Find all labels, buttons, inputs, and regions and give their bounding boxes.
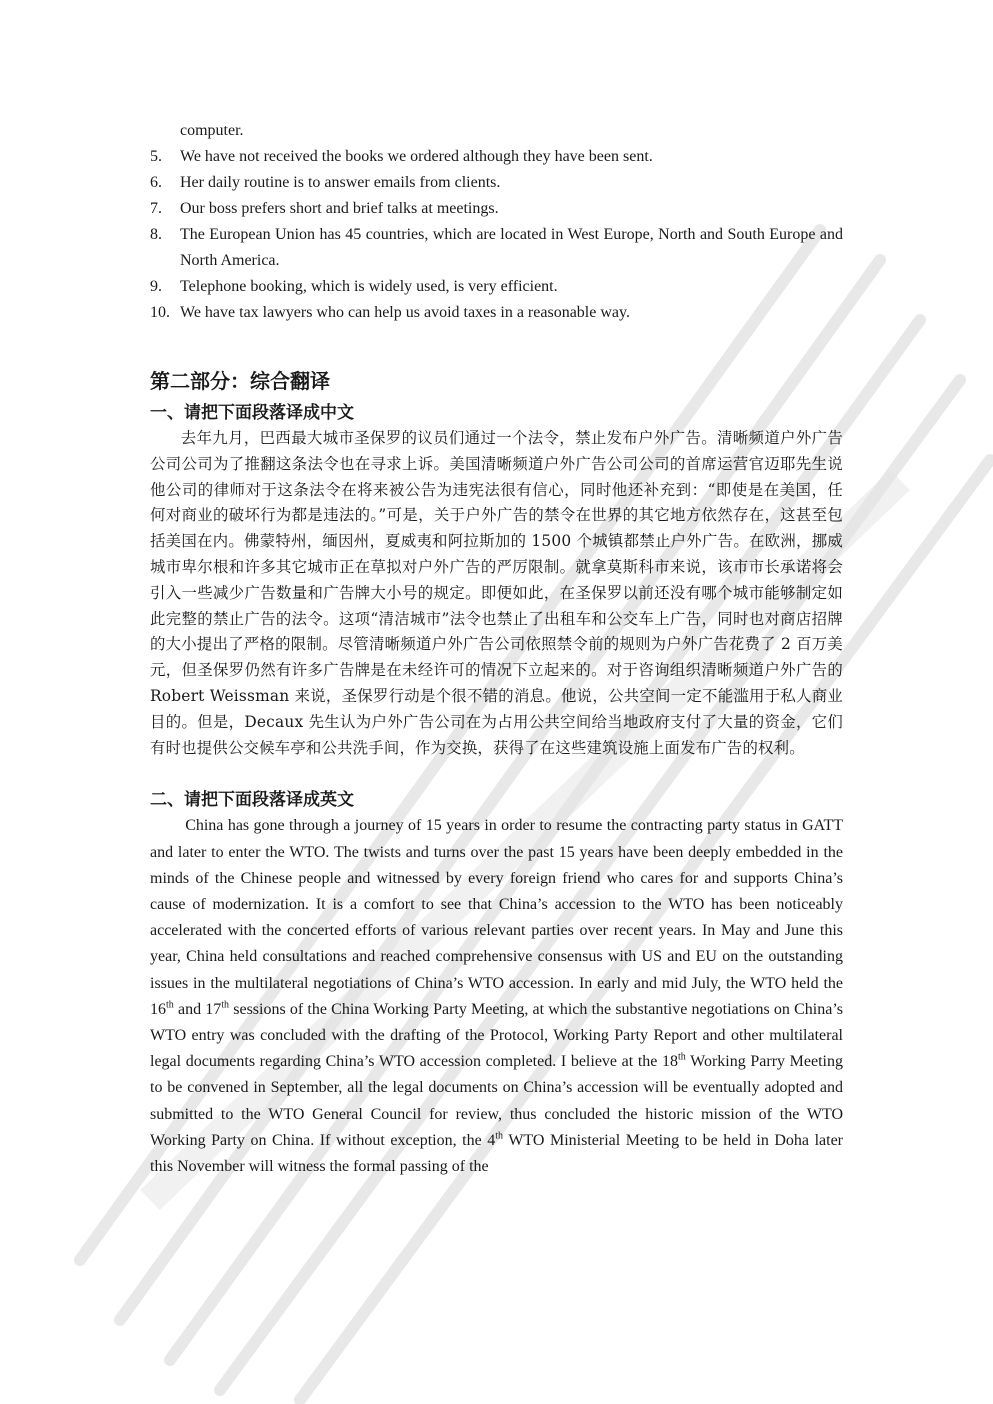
english-text-2: and 17 <box>173 1000 222 1018</box>
list-item <box>150 118 843 144</box>
list-item-text: We have tax lawyers who can help us avoid taxes in a reasonable way. <box>180 304 630 321</box>
section-title-english: 二、请把下面段落译成英文 <box>150 790 354 811</box>
list-item <box>150 222 843 274</box>
chinese-paragraph: 去年九月，巴西最大城市圣保罗的议员们通过一个法令，禁止发布户外广告。清晰频道户外广告公司公司为了推翻这条法令也在寻求上诉。美国清晰频道户外广告公司公司的首席运营官迈耶先生说他公司的律师对于这条法令在将来被公告为违宪法很有信心，同时他还补充到：“即使是在美国，任何对商业的破坏行为都是违法的。”可是，关于户外广告的禁令在世界的其它地方依然存在，这甚至包括美国在内。佛蒙特州，缅因州，夏威夷和阿拉斯加的 1500 个城镇都禁止户外广告。在欧洲，挪威城市卑尔根和许多其它城市正在草拟对户外广告的严厉限制。就拿莫斯科市来说，该市市长承诺将会引入一些减少广告数量和广告牌大小号的规定。即便如此，在圣保罗以前还没有哪个城市能够制定如此完整的禁止广告的法令。这项“清洁城市”法令也禁止了出租车和公交车上广告，同时也对商店招牌的大小提出了严格的限制。尽管清晰频道户外广告公司依照禁令前的规则为户外广告花费了 2 百万美元，但圣保罗仍然有许多广告牌是在未经许可的情况下立起来的。对于咨询组织清晰频道户外广告的 Robert Weissman 来说，圣保罗行动是个很不错的消息。他说，公共空间一定不能滥用于私人商业目的。但是，Decaux 先生认为户外广告公司在为占用公共空间给当地政府支付了大量的资金，它们有时也提供公交候车亭和公共洗手间，作为交换，获得了在这些建筑设施上面发布广告的权利。 <box>150 429 843 757</box>
english-paragraph <box>150 813 843 1180</box>
english-text-3: sessions of the China Working Party Meeting, at which the substantive negotiations on China’s WTO entry was concluded with the drafting of the Protocol, Working Party Report and other multilateral legal documents regarding China’s WTO accession completed. I believe at the 18 <box>150 1000 844 1071</box>
list-item-number: 10. <box>150 304 170 321</box>
english-text-4: Working Parry Meeting to be convened in September, all the legal documents on China’s accession will be eventually adopted and submitted to the WTO General Council for review, thus concluded the historic mission of the WTO Working Party on China. If without exception, the 4 <box>150 1053 844 1149</box>
list-item-number: 8. <box>150 226 162 243</box>
list-item <box>150 170 843 196</box>
ordinal-suffix: th <box>221 999 230 1011</box>
part-title: 第二部分：综合翻译 <box>150 369 330 393</box>
english-text-5: WTO Ministerial Meeting to be held in Doha later this November will witness the formal passing of the <box>150 1131 844 1175</box>
sentence-list <box>150 118 843 326</box>
list-item-text: We have not received the books we ordered although they have been sent. <box>180 148 653 165</box>
list-item-text: Telephone booking, which is widely used, is very efficient. <box>180 278 558 295</box>
list-item-continuation: computer. <box>180 122 244 139</box>
ordinal-suffix: th <box>166 999 174 1011</box>
section-title-chinese: 一、请把下面段落译成中文 <box>150 403 354 423</box>
list-item-number: 5. <box>150 148 162 165</box>
list-item <box>150 300 843 326</box>
list-item-text: Our boss prefers short and brief talks at meetings. <box>180 200 499 217</box>
list-item-text: The European Union has 45 countries, which are located in West Europe, North and South Europe and North America. <box>180 226 843 269</box>
list-item <box>150 196 843 222</box>
list-item <box>150 274 843 300</box>
list-item <box>150 144 843 170</box>
list-item-number: 7. <box>150 200 162 217</box>
document-page <box>150 118 843 1180</box>
ordinal-suffix: th <box>495 1130 504 1142</box>
english-text-1: China has gone through a journey of 15 years in order to resume the contracting party status in GATT and later to enter the WTO. The twists and turns over the past 15 years have been deeply embedded in the minds of the Chinese people and witnessed by every foreign friend who cares for and supports China’s cause of modernization. It is a comfort to see that China’s accession to the WTO has been noticeably accelerated with the concerted efforts of various relevant parties over recent years. In May and June this year, China held consultations and reached comprehensive consensus with US and EU on the outstanding issues in the multilateral negotiations of China’s WTO accession. In early and mid July, the WTO held the 16 <box>150 817 843 1018</box>
list-item-number: 6. <box>150 174 162 191</box>
ordinal-suffix: th <box>678 1051 686 1063</box>
list-item-text: Her daily routine is to answer emails from clients. <box>180 174 501 191</box>
list-item-number: 9. <box>150 278 162 295</box>
